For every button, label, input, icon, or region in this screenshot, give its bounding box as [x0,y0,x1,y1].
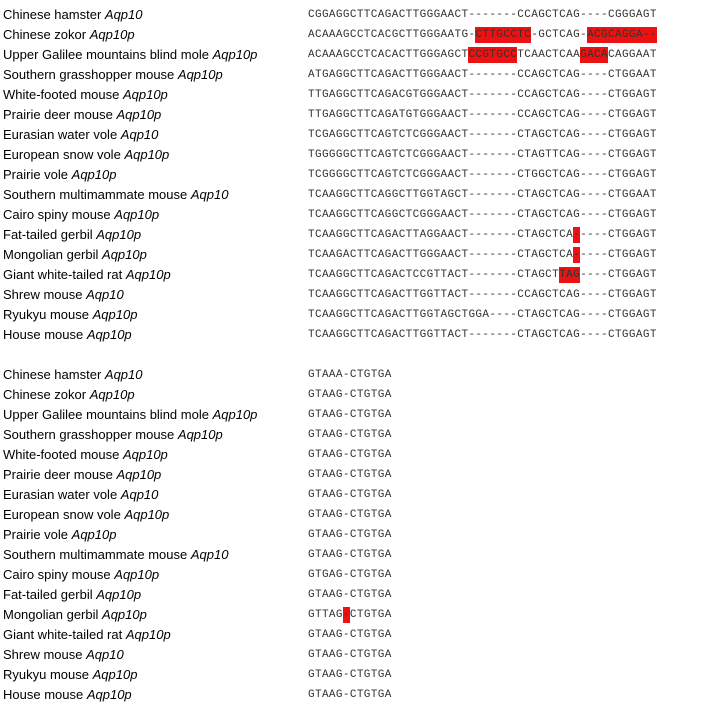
species-label [3,287,124,303]
alignment-row [0,5,724,25]
species-name: Fat-tailed gerbil [3,227,93,242]
sequence-segment: ----CTGGAGT [580,229,657,241]
gene-name: Aqp10p [114,567,160,582]
species-label [3,667,137,683]
gene-name: Aqp10p [122,87,168,102]
sequence-segment: TGGGGGCTTCAGTCTCGGGAACT-------CTAGTTCAG----CTGGAGT [308,149,657,161]
sequence [308,28,657,42]
alignment-row [0,425,724,445]
sequence-segment: TCAAGGCTTCAGACTTGGTAGCTGGA----CTAGCTCAG----CTGGAGT [308,309,657,321]
alignment-row [0,585,724,605]
alignment-row [0,125,724,145]
alignment-block-2 [0,365,724,705]
species-label [3,547,228,563]
sequence [308,688,392,702]
sequence-segment: GTAAG-CTGTGA [308,429,392,441]
species-label [3,307,137,323]
species-name: Chinese zokor [3,27,87,42]
sequence [308,468,392,482]
alignment-row [0,505,724,525]
gene-name: Aqp10 [120,487,159,502]
sequence-segment: GTAAG-CTGTGA [308,449,392,461]
species-label [3,687,132,703]
species-label [3,147,169,163]
species-name: House mouse [3,687,84,702]
gene-name: Aqp10p [125,627,171,642]
gene-name: Aqp10p [102,607,147,622]
sequence-segment: GTAAG-CTGTGA [308,529,392,541]
species-label [3,587,141,603]
gene-name: Aqp10p [71,167,117,182]
sequence-segment: GTAAG-CTGTGA [308,549,392,561]
sequence-segment: TCAAGGCTTCAGACTTGGTTACT-------CCAGCTCAG----CTGGAGT [308,289,657,301]
sequence-segment: GTAAA-CTGTGA [308,369,392,381]
species-label [3,7,143,23]
alignment-row [0,145,724,165]
alignment-row [0,45,724,65]
sequence-segment: TCGGGGCTTCAGTCTCGGGAACT-------CTGGCTCAG----CTGGAGT [308,169,657,181]
sequence-segment: GTAAG-CTGTGA [308,629,392,641]
gene-name: Aqp10p [124,507,170,522]
species-label [3,187,228,203]
sequence [308,228,657,242]
sequence-segment: TTGAGGCTTCAGATGTGGGAACT-------CCAGCTCAG----CTGGAGT [308,109,657,121]
species-name: Cairo spiny mouse [3,207,111,222]
sequence-segment: GTAAG-CTGTGA [308,669,392,681]
sequence [308,408,392,422]
gene-name: Aqp10p [89,387,135,402]
species-name: White-footed mouse [3,87,120,102]
species-name: Southern multimammate mouse [3,547,188,562]
sequence-segment: -GCTCAG- [531,29,588,41]
sequence-segment: GTAAG-CTGTGA [308,409,392,421]
species-label [3,647,124,663]
sequence-segment: ----CTGGAGT [580,249,657,261]
species-label [3,167,116,183]
sequence-segment: TCAAGGCTTCAGACTTGGTTACT-------CTAGCTCAG----CTGGAGT [308,329,657,341]
species-label [3,87,168,103]
sequence-segment: GTAAG-CTGTGA [308,589,392,601]
highlighted-mutation: TAG [559,269,581,281]
sequence-segment: TCAACTCAA [517,49,581,61]
sequence-segment: CAGGAAT [608,49,657,61]
sequence-segment: TCAAGGCTTCAGACTCCGTTACT-------CTAGCT [308,269,560,281]
sequence-segment: ----CTGGAGT [580,269,657,281]
species-label [3,367,143,383]
species-label [3,527,116,543]
species-name: Shrew mouse [3,647,83,662]
sequence [308,568,392,582]
gene-name: Aqp10p [102,247,147,262]
highlighted-mutation: - [573,229,581,241]
sequence [308,368,392,382]
species-label [3,567,159,583]
species-name: Prairie vole [3,167,69,182]
sequence [308,508,392,522]
species-label [3,207,159,223]
sequence [308,448,392,462]
sequence [308,288,657,302]
gene-name: Aqp10p [71,527,117,542]
species-name: Southern grasshopper mouse [3,67,175,82]
sequence-segment: TCAAGGCTTCAGGCTTGGTAGCT-------CTAGCTCAG----CTGGAAT [308,189,657,201]
gene-name: Aqp10p [92,307,138,322]
gene-name: Aqp10p [124,147,170,162]
sequence-segment: ACAAAGCCTCACGCTTGGGAATG- [308,29,476,41]
species-label [3,47,257,63]
species-label [3,407,257,423]
species-name: Southern grasshopper mouse [3,427,175,442]
sequence-segment: GTAAG-CTGTGA [308,649,392,661]
sequence [308,308,657,322]
species-label [3,247,147,263]
sequence-segment: TCAAGACTTCAGACTTGGGAACT-------CTAGCTCA [308,249,574,261]
sequence [308,128,657,142]
alignment-row [0,385,724,405]
highlighted-mutation: - [342,609,350,621]
sequence [308,48,657,62]
species-name: Prairie vole [3,527,69,542]
species-name: Mongolian gerbil [3,247,99,262]
sequence [308,668,392,682]
gene-name: Aqp10p [212,407,258,422]
species-name: Chinese zokor [3,387,87,402]
species-name: Upper Galilee mountains blind mole [3,47,209,62]
species-name: Mongolian gerbil [3,607,99,622]
gene-name: Aqp10p [114,207,160,222]
alignment-row [0,205,724,225]
species-label [3,487,158,503]
gene-name: Aqp10p [116,467,162,482]
species-label [3,67,223,83]
sequence [308,248,657,262]
sequence [308,328,657,342]
alignment-row [0,165,724,185]
alignment-row [0,225,724,245]
highlighted-mutation: GACA [580,49,608,61]
alignment-row [0,85,724,105]
gene-name: Aqp10 [86,287,124,302]
species-name: Upper Galilee mountains blind mole [3,407,209,422]
gene-name: Aqp10p [212,47,258,62]
gene-name: Aqp10p [96,587,142,602]
alignment-row [0,25,724,45]
gene-name: Aqp10p [86,327,132,342]
sequence-segment: TCAAGGCTTCAGGCTCGGGAACT-------CTAGCTCAG----CTGGAGT [308,209,657,221]
species-name: Fat-tailed gerbil [3,587,93,602]
gene-name: Aqp10 [190,187,229,202]
sequence-segment: GTAAG-CTGTGA [308,689,392,701]
sequence [308,528,392,542]
gene-name: Aqp10p [92,667,138,682]
species-name: European snow vole [3,507,121,522]
species-label [3,467,161,483]
alignment-row [0,245,724,265]
sequence [308,548,392,562]
sequence-segment: TCAAGGCTTCAGACTTAGGAACT-------CTAGCTCA [308,229,574,241]
sequence [308,208,657,222]
sequence-segment: ATGAGGCTTCAGACTTGGGAACT-------CCAGCTCAG----CTGGAAT [308,69,657,81]
sequence-segment: GTAAG-CTGTGA [308,489,392,501]
species-label [3,127,158,143]
alignment-row [0,105,724,125]
alignment-row [0,485,724,505]
sequence [308,108,657,122]
sequence [308,388,392,402]
sequence [308,648,392,662]
species-label [3,27,135,43]
species-name: Ryukyu mouse [3,667,89,682]
alignment-row [0,405,724,425]
sequence [308,68,657,82]
alignment-row [0,305,724,325]
gene-name: Aqp10p [96,227,142,242]
highlighted-mutation: CTTGCCTC [475,29,532,41]
alignment-row [0,445,724,465]
alignment-row [0,525,724,545]
sequence-segment: CGGAGGCTTCAGACTTGGGAACT-------CCAGCTCAG----CGGGAGT [308,9,657,21]
species-name: Ryukyu mouse [3,307,89,322]
sequence [308,628,392,642]
sequence-segment: GTGAG-CTGTGA [308,569,392,581]
gene-name: Aqp10p [177,427,223,442]
species-label [3,327,132,343]
highlighted-mutation: CCGTGCC [468,49,518,61]
species-label [3,607,147,623]
species-name: Chinese hamster [3,7,102,22]
species-name: Southern multimammate mouse [3,187,188,202]
species-name: Prairie deer mouse [3,467,113,482]
species-label [3,627,171,643]
sequence-segment: CTGTGA [349,609,392,621]
alignment-row [0,565,724,585]
alignment-row [0,65,724,85]
gene-name: Aqp10p [116,107,162,122]
gene-name: Aqp10 [190,547,229,562]
sequence [308,168,657,182]
species-label [3,107,161,123]
sequence [308,488,392,502]
sequence [308,188,657,202]
sequence-segment: GTTAG [308,609,343,621]
alignment-row [0,265,724,285]
gene-name: Aqp10 [104,7,143,22]
species-name: Cairo spiny mouse [3,567,111,582]
sequence [308,88,657,102]
gene-name: Aqp10p [86,687,132,702]
sequence-segment: GTAAG-CTGTGA [308,469,392,481]
sequence-segment: TCGAGGCTTCAGTCTCGGGAACT-------CTAGCTCAG----CTGGAGT [308,129,657,141]
species-label [3,267,171,283]
sequence [308,608,392,622]
species-label [3,507,169,523]
alignment-row [0,185,724,205]
species-name: Prairie deer mouse [3,107,113,122]
species-label [3,427,223,443]
sequence [308,588,392,602]
gene-name: Aqp10p [89,27,135,42]
gene-name: Aqp10p [125,267,171,282]
alignment-block-1 [0,5,724,345]
alignment-row [0,605,724,625]
sequence [308,148,657,162]
sequence-segment: TTGAGGCTTCAGACGTGGGAACT-------CCAGCTCAG----CTGGAGT [308,89,657,101]
gene-name: Aqp10 [120,127,159,142]
sequence-segment: ACAAAGCCTCACACTTGGGAGCT [308,49,469,61]
highlighted-mutation: - [573,249,581,261]
alignment-row [0,545,724,565]
alignment-row [0,365,724,385]
gene-name: Aqp10 [86,647,124,662]
species-name: Shrew mouse [3,287,83,302]
species-label [3,227,141,243]
alignment-row [0,645,724,665]
species-name: Eurasian water vole [3,487,118,502]
species-name: House mouse [3,327,84,342]
species-name: Giant white-tailed rat [3,627,123,642]
species-name: Eurasian water vole [3,127,118,142]
sequence-segment: GTAAG-CTGTGA [308,509,392,521]
species-name: Chinese hamster [3,367,102,382]
sequence-segment: GTAAG-CTGTGA [308,389,392,401]
alignment-row [0,665,724,685]
sequence [308,8,657,22]
sequence [308,428,392,442]
species-name: Giant white-tailed rat [3,267,123,282]
alignment-row [0,625,724,645]
species-label [3,387,135,403]
gene-name: Aqp10p [177,67,223,82]
alignment-row [0,685,724,705]
gene-name: Aqp10p [122,447,168,462]
alignment-row [0,285,724,305]
species-label [3,447,168,463]
alignment-row [0,465,724,485]
gene-name: Aqp10 [104,367,143,382]
species-name: White-footed mouse [3,447,120,462]
alignment-row [0,325,724,345]
highlighted-mutation: ACGCAGGA-- [587,29,657,41]
sequence [308,268,657,282]
species-name: European snow vole [3,147,121,162]
